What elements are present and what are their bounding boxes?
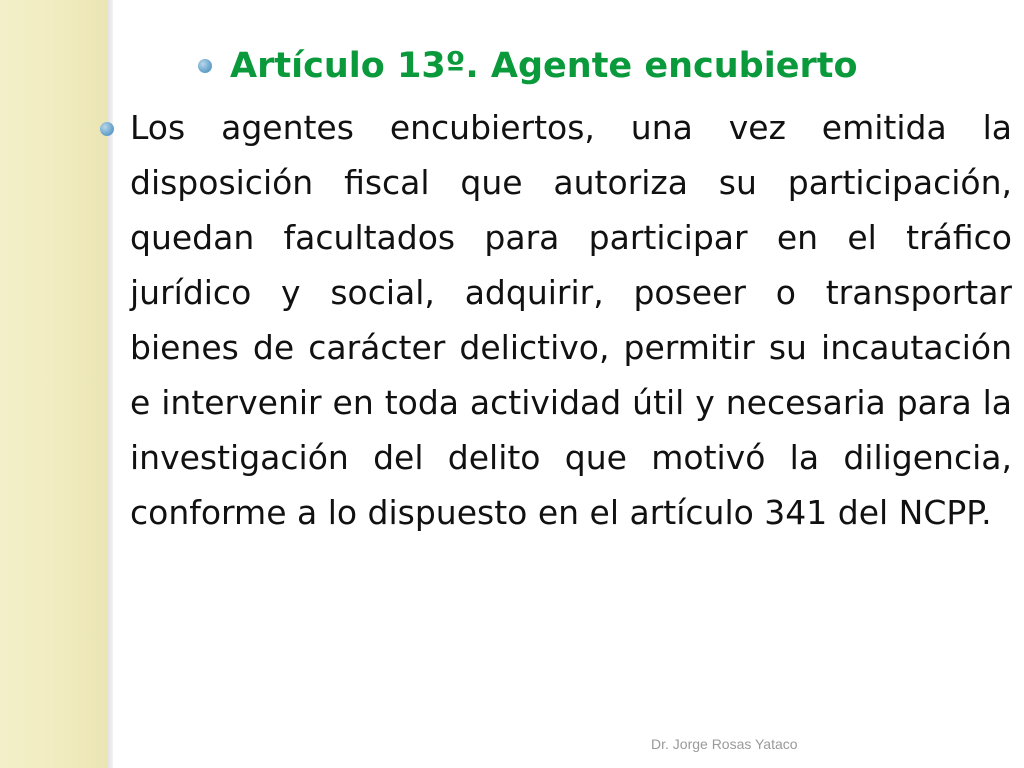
slide-title: Artículo 13º. Agente encubierto bbox=[230, 46, 858, 86]
footer-author: Dr. Jorge Rosas Yataco bbox=[651, 736, 798, 752]
bullet-dot-icon bbox=[100, 122, 114, 136]
bullet-dot-icon bbox=[198, 59, 212, 73]
title-row bbox=[198, 36, 998, 96]
side-divider bbox=[108, 0, 113, 768]
side-decoration-band bbox=[0, 0, 108, 768]
body-paragraph: Los agentes encubiertos, una vez emitida la disposición fiscal que autoriza su participación, quedan facultados para participar en el tráfico jurídico y social, adquirir, poseer o transportar bienes de carácter delictivo, permitir su incautación e intervenir en toda actividad útil y necesaria para la investigación del delito que motivó la diligencia, conforme a lo dispuesto en el artículo 341 del NCPP. bbox=[130, 108, 1012, 532]
